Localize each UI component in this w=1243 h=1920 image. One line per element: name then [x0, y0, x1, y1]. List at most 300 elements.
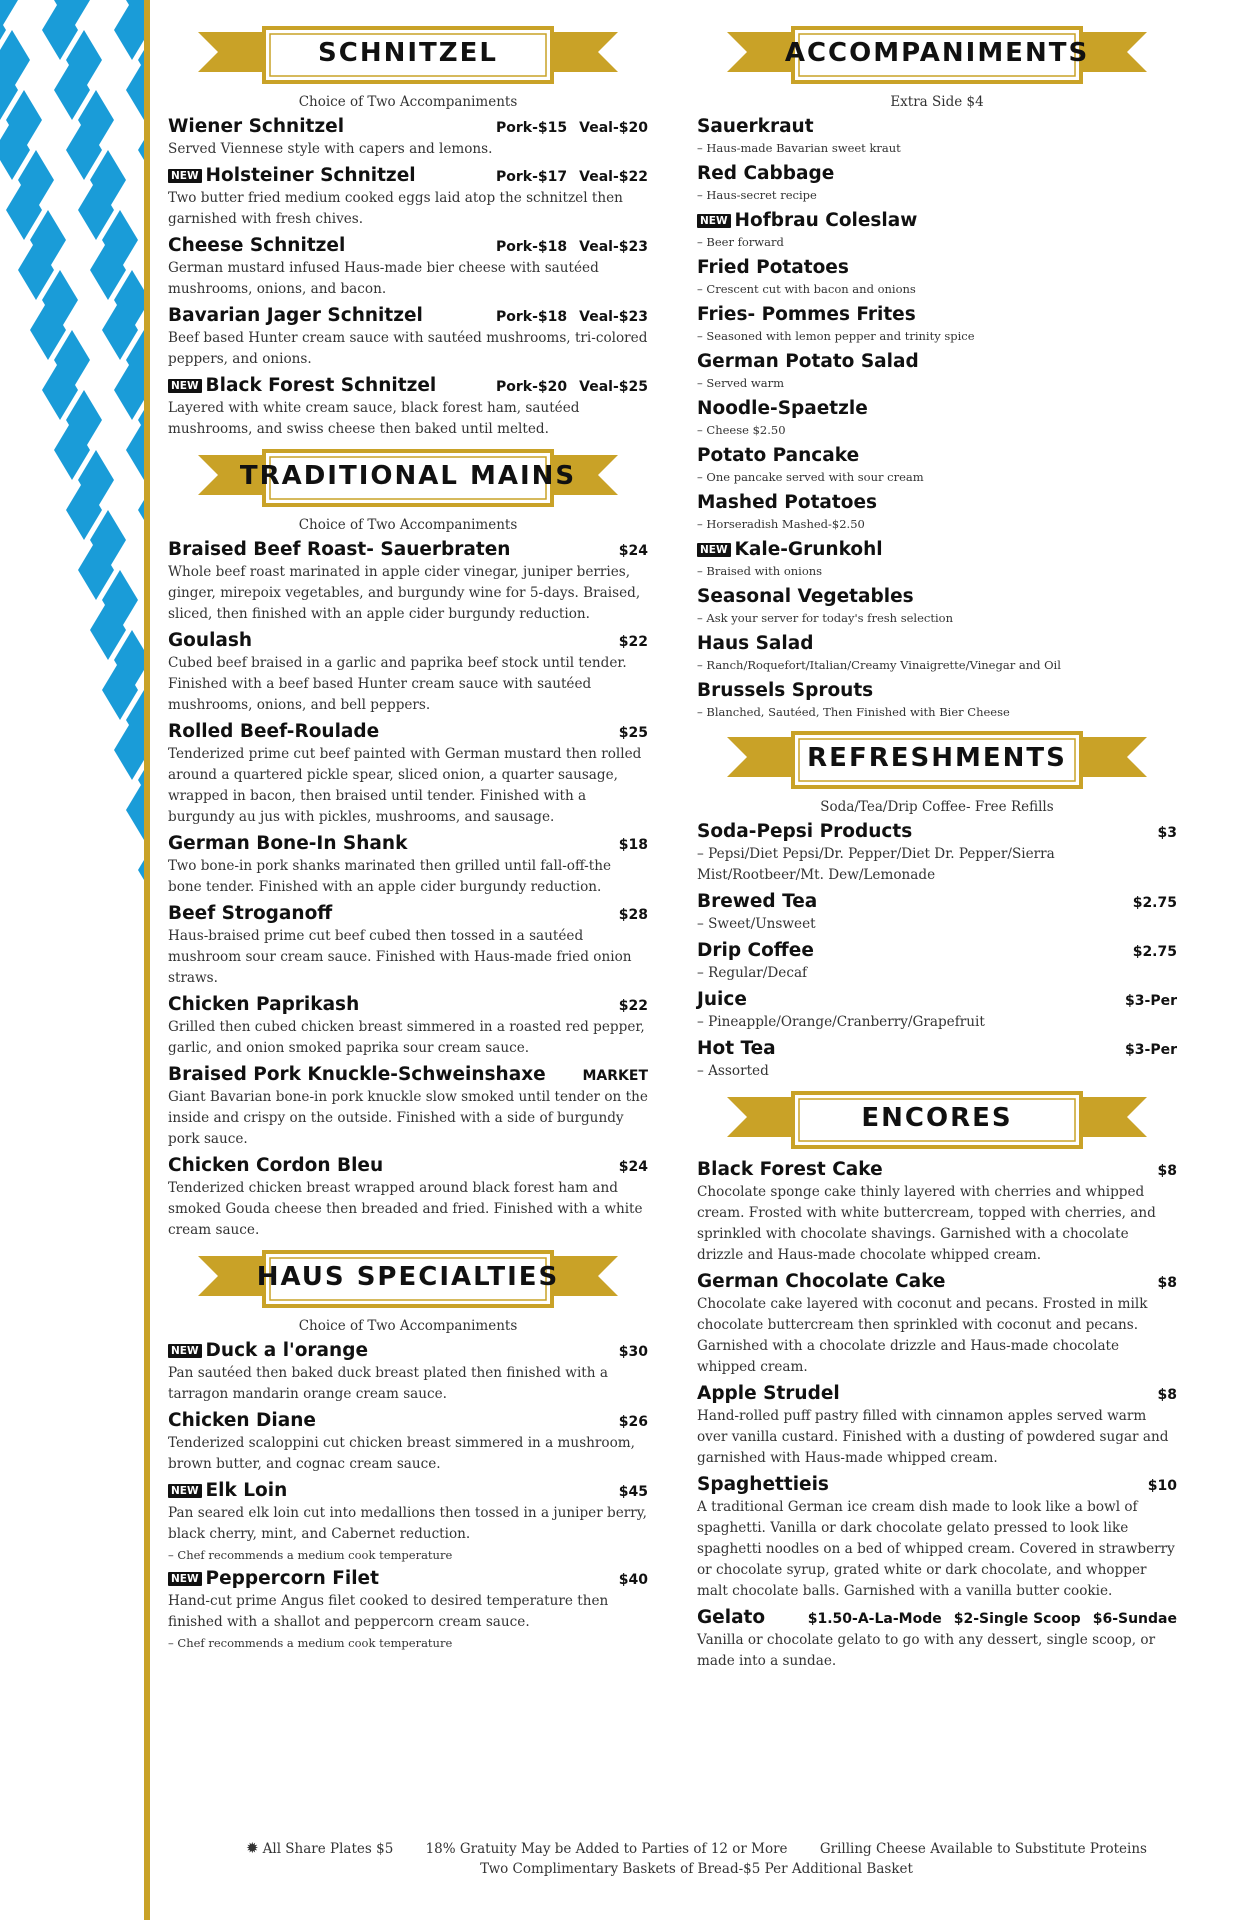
- item-description: – Pepsi/Diet Pepsi/Dr. Pepper/Diet Dr. Pepper/Sierra Mist/Rootbeer/Mt. Dew/Lemonade: [697, 846, 1055, 883]
- item-price: $24: [618, 543, 648, 559]
- item-name-text: Brussels Sprouts: [697, 680, 874, 701]
- item-name-text: Braised Pork Knuckle-Schweinshaxe: [168, 1064, 546, 1085]
- section-title: ACCOMPANIMENTS: [784, 38, 1090, 68]
- item-price: $3: [1157, 825, 1177, 841]
- item-name: [697, 1474, 1136, 1495]
- menu-item: [168, 1410, 648, 1475]
- item-description: Tenderized chicken breast wrapped around black forest ham and smoked Gouda cheese then breaded and fried. Finished with a white cream sauce.: [168, 1180, 643, 1238]
- pattern-diamond: [126, 780, 144, 840]
- item-header: [168, 539, 648, 560]
- item-price: $26: [618, 1414, 648, 1430]
- new-badge: NEW: [168, 1344, 202, 1358]
- item-header: [697, 1383, 1177, 1404]
- item-name-text: Hot Tea: [697, 1038, 776, 1059]
- item-name-text: Kale-Grunkohl: [734, 539, 883, 560]
- menu-item: [697, 989, 1177, 1033]
- item-name: [168, 1064, 570, 1085]
- section-title: HAUS SPECIALTIES: [256, 1262, 560, 1292]
- item-header: [168, 1340, 648, 1361]
- menu-item: [168, 903, 648, 989]
- menu-item: [168, 235, 648, 300]
- item-description: – Horseradish Mashed-$2.50: [697, 517, 865, 531]
- menu-item: [697, 163, 1177, 204]
- item-header: [168, 903, 648, 924]
- item-name: [168, 1410, 607, 1431]
- item-prices: [484, 309, 648, 325]
- item-header: [697, 492, 1177, 513]
- item-price: $25: [618, 725, 648, 741]
- footer-notes: [150, 1838, 1243, 1859]
- item-name-text: Seasonal Vegetables: [697, 586, 914, 607]
- item-header: [168, 1480, 648, 1501]
- new-badge: NEW: [697, 214, 731, 228]
- item-name: [697, 492, 1177, 513]
- item-name-text: Apple Strudel: [697, 1383, 840, 1404]
- item-name-text: Black Forest Cake: [697, 1159, 883, 1180]
- pattern-diamond: [126, 420, 144, 480]
- item-name-text: Mashed Potatoes: [697, 492, 878, 513]
- item-name-text: Braised Beef Roast- Sauerbraten: [168, 539, 511, 560]
- item-prices: [484, 169, 648, 185]
- item-name: [697, 1038, 1125, 1059]
- item-description: Tenderized prime cut beef painted with German mustard then rolled around a quartered pickle spear, sliced onion, a quarter sausage, wrapped in bacon, then braised until tender. Finished with a burgundy au jus with pickles, mushrooms, and sausage.: [168, 746, 642, 825]
- item-description: – Served warm: [697, 376, 785, 390]
- menu-item: [168, 630, 648, 716]
- item-name: [168, 1340, 607, 1361]
- item-header: [168, 721, 648, 742]
- item-name-text: Drip Coffee: [697, 940, 814, 961]
- item-price: $6-Sundae: [1092, 1611, 1177, 1627]
- item-price: $8: [1157, 1387, 1177, 1403]
- menu-item: [697, 821, 1177, 886]
- item-description: – Cheese $2.50: [697, 423, 786, 437]
- item-name: [697, 539, 1177, 560]
- item-name: [697, 210, 1177, 231]
- item-prices: [607, 1414, 648, 1430]
- menu-item: [697, 586, 1177, 627]
- item-name: [697, 1159, 1146, 1180]
- share-plates-note: ✹ All Share Plates $5: [246, 1839, 394, 1857]
- left-column: [168, 22, 648, 1656]
- item-header: [697, 1271, 1177, 1292]
- item-price: $22: [618, 634, 648, 650]
- item-name-text: Hofbrau Coleslaw: [734, 210, 918, 231]
- item-description: – Regular/Decaf: [697, 965, 808, 981]
- item-name: [697, 163, 1177, 184]
- item-price: $28: [618, 907, 648, 923]
- item-price: Veal-$23: [579, 309, 648, 325]
- section-note: Choice of Two Accompaniments: [298, 94, 518, 110]
- item-name-text: Noodle-Spaetzle: [697, 398, 868, 419]
- item-header: [168, 165, 648, 186]
- item-description: Chocolate sponge cake thinly layered with cherries and whipped cream. Frosted with white buttercream, topped with cherries, and sprinkled with chocolate shavings. Garnished with a chocolate drizzle and Haus-made chocolate whipped cream.: [697, 1184, 1156, 1263]
- item-description: Cubed beef braised in a garlic and paprika beef stock until tender. Finished with a beef based Hunter cream sauce with sautéed mushrooms, onions, and bell peppers.: [168, 655, 627, 713]
- section-title: REFRESHMENTS: [807, 743, 1067, 773]
- item-header: [168, 375, 648, 396]
- schnitzel-section: [168, 22, 648, 440]
- item-name: [168, 903, 607, 924]
- item-price: Veal-$25: [579, 379, 648, 395]
- menu-item: [697, 116, 1177, 157]
- item-prices: [570, 1068, 648, 1084]
- item-price: Veal-$23: [579, 239, 648, 255]
- item-description: – Ranch/Roquefort/Italian/Creamy Vinaigrette/Vinegar and Oil: [697, 658, 1061, 672]
- item-prices: [484, 379, 648, 395]
- menu-item: [697, 940, 1177, 984]
- item-header: [168, 1064, 648, 1085]
- item-name-text: Soda-Pepsi Products: [697, 821, 913, 842]
- section-banner: [697, 1087, 1177, 1155]
- item-name-text: Peppercorn Filet: [205, 1568, 379, 1589]
- item-name: [697, 1271, 1146, 1292]
- item-header: [697, 257, 1177, 278]
- menu-item: [697, 1474, 1177, 1602]
- item-price: $10: [1147, 1478, 1177, 1494]
- menu-item: [697, 304, 1177, 345]
- item-description: – Pineapple/Orange/Cranberry/Grapefruit: [697, 1014, 985, 1030]
- grilling-cheese-note: Grilling Cheese Available to Substitute Proteins: [819, 1841, 1147, 1857]
- section-banner: [168, 445, 648, 513]
- section-note: Choice of Two Accompaniments: [298, 517, 518, 533]
- item-description: German mustard infused Haus-made bier cheese with sautéed mushrooms, onions, and bacon.: [168, 260, 599, 297]
- item-header: [168, 116, 648, 137]
- item-header: [168, 994, 648, 1015]
- accompaniments-section: [697, 22, 1177, 721]
- item-description: Haus-braised prime cut beef cubed then tossed in a sautéed mushroom sour cream sauce. Finished with Haus-made fried onion straws.: [168, 928, 632, 986]
- item-name-text: Fried Potatoes: [697, 257, 849, 278]
- item-prices: [607, 1572, 648, 1588]
- item-header: [697, 351, 1177, 372]
- item-price: $3-Per: [1125, 1042, 1177, 1058]
- item-note: – Chef recommends a medium cook temperature: [168, 1636, 453, 1650]
- menu-item: [697, 680, 1177, 721]
- item-name: [697, 398, 1177, 419]
- item-name: [168, 116, 484, 137]
- item-header: [168, 1155, 648, 1176]
- item-price: Veal-$20: [579, 120, 648, 136]
- item-name: [697, 445, 1177, 466]
- item-header: [697, 210, 1177, 231]
- item-note: – Chef recommends a medium cook temperature: [168, 1548, 453, 1562]
- section-banner: [697, 22, 1177, 90]
- star-icon: ✹: [246, 1839, 259, 1857]
- item-header: [697, 940, 1177, 961]
- item-name: [697, 257, 1177, 278]
- item-prices: [1136, 1478, 1177, 1494]
- item-name: [697, 351, 1177, 372]
- item-header: [697, 989, 1177, 1010]
- item-prices: [607, 837, 648, 853]
- item-name-text: Chicken Diane: [168, 1410, 316, 1431]
- traditional-mains-section: [168, 445, 648, 1241]
- menu-item: [697, 633, 1177, 674]
- menu-item: [697, 1271, 1177, 1378]
- right-column: [697, 22, 1177, 1677]
- item-name-text: Fries- Pommes Frites: [697, 304, 916, 325]
- item-price: $18: [618, 837, 648, 853]
- item-price: $3-Per: [1125, 993, 1177, 1009]
- item-description: Whole beef roast marinated in apple cider vinegar, juniper berries, ginger, mirepoix vegetables, and burgundy wine for 5-days. Braised, sliced, then finished with an apple cider burgundy reduction.: [168, 564, 641, 622]
- item-name-text: Holsteiner Schnitzel: [205, 165, 416, 186]
- item-name-text: Duck a l'orange: [205, 1340, 368, 1361]
- item-prices: [607, 634, 648, 650]
- menu-item: [168, 994, 648, 1059]
- item-name-text: Bavarian Jager Schnitzel: [168, 305, 423, 326]
- item-header: [697, 1474, 1177, 1495]
- item-description: – One pancake served with sour cream: [697, 470, 924, 484]
- item-name: [697, 116, 1177, 137]
- section-banner: [168, 1246, 648, 1314]
- menu-item: [168, 375, 648, 440]
- item-description: – Beer forward: [697, 235, 784, 249]
- item-description: Chocolate cake layered with coconut and pecans. Frosted in milk chocolate buttercream then sprinkled with coconut and pecans. Garnished with a chocolate drizzle and Haus-made chocolate whipped cream.: [697, 1296, 1148, 1375]
- item-header: [697, 891, 1177, 912]
- item-description: Vanilla or chocolate gelato to go with any dessert, single scoop, or made into a sundae.: [697, 1632, 1156, 1669]
- item-name: [697, 891, 1133, 912]
- item-price: $30: [618, 1344, 648, 1360]
- menu-item: [697, 398, 1177, 439]
- menu-item: [168, 1155, 648, 1241]
- item-name-text: German Chocolate Cake: [697, 1271, 946, 1292]
- item-description: – Braised with onions: [697, 564, 823, 578]
- item-name-text: Beef Stroganoff: [168, 903, 333, 924]
- item-description: Served Viennese style with capers and lemons.: [168, 141, 493, 157]
- item-name: [697, 1607, 796, 1628]
- item-price: $8: [1157, 1275, 1177, 1291]
- item-prices: [607, 1484, 648, 1500]
- item-price: $22: [618, 998, 648, 1014]
- menu-item: [168, 833, 648, 898]
- menu-item: [697, 445, 1177, 486]
- item-header: [697, 1607, 1177, 1628]
- menu-item: [697, 1607, 1177, 1672]
- item-name-text: Haus Salad: [697, 633, 814, 654]
- item-header: [697, 821, 1177, 842]
- item-prices: [607, 1344, 648, 1360]
- menu-item: [697, 539, 1177, 580]
- item-header: [168, 833, 648, 854]
- menu-item: [697, 257, 1177, 298]
- item-description: Pan sautéed then baked duck breast plated then finished with a tarragon mandarin orange cream sauce.: [168, 1365, 608, 1402]
- item-name-text: Chicken Cordon Bleu: [168, 1155, 384, 1176]
- menu-item: [697, 1159, 1177, 1266]
- item-price: $45: [618, 1484, 648, 1500]
- menu-item: [168, 1568, 648, 1651]
- item-header: [697, 116, 1177, 137]
- item-header: [697, 680, 1177, 701]
- item-description: Beef based Hunter cream sauce with sautéed mushrooms, tri-colored peppers, and onions.: [168, 330, 648, 367]
- item-prices: [484, 120, 648, 136]
- item-price: Pork-$18: [496, 239, 568, 255]
- item-name-text: Elk Loin: [205, 1480, 288, 1501]
- item-description: – Crescent cut with bacon and onions: [697, 282, 916, 296]
- section-title: ENCORES: [861, 1103, 1013, 1133]
- encores-section: [697, 1087, 1177, 1672]
- gold-divider-rule: [144, 0, 150, 1920]
- item-name-text: Wiener Schnitzel: [168, 116, 345, 137]
- section-title: TRADITIONAL MAINS: [239, 461, 577, 491]
- item-prices: [607, 907, 648, 923]
- item-header: [168, 305, 648, 326]
- menu-item: [168, 1064, 648, 1150]
- item-price: $2-Single Scoop: [953, 1611, 1081, 1627]
- menu-item: [168, 1340, 648, 1405]
- new-badge: NEW: [168, 1572, 202, 1586]
- item-description: Hand-rolled puff pastry filled with cinnamon apples served warm over vanilla custard. Finished with a dusting of powdered sugar and garnished with Haus-made whipped cream.: [697, 1408, 1169, 1466]
- menu-item: [697, 210, 1177, 251]
- item-header: [697, 633, 1177, 654]
- item-prices: [607, 725, 648, 741]
- item-name-text: Rolled Beef-Roulade: [168, 721, 380, 742]
- item-header: [697, 398, 1177, 419]
- item-prices: [1146, 1387, 1177, 1403]
- item-name-text: Potato Pancake: [697, 445, 860, 466]
- item-name-text: Black Forest Schnitzel: [205, 375, 437, 396]
- item-name: [168, 165, 484, 186]
- item-price: Pork-$15: [496, 120, 568, 136]
- menu-item: [697, 351, 1177, 392]
- item-description: – Haus-made Bavarian sweet kraut: [697, 141, 901, 155]
- item-name: [168, 375, 484, 396]
- item-header: [168, 235, 648, 256]
- item-prices: [1146, 1163, 1177, 1179]
- item-price: $40: [618, 1572, 648, 1588]
- item-description: Pan seared elk loin cut into medallions then tossed in a juniper berry, black cherry, mint, and Cabernet reduction.: [168, 1505, 647, 1542]
- item-price: $2.75: [1132, 895, 1177, 911]
- item-price: $8: [1157, 1163, 1177, 1179]
- item-price: $2.75: [1132, 944, 1177, 960]
- menu-item: [697, 1038, 1177, 1082]
- item-description: A traditional German ice cream dish made to look like a bowl of spaghetti. Vanilla or dark chocolate gelato pressed to look like spaghetti noodles on a bed of whipped cream. Covered in strawberry or chocolate syrup, grated white or dark chocolate, and whopper malt chocolate balls. Garnished with a vanilla butter cookie.: [697, 1499, 1175, 1599]
- new-badge: NEW: [168, 379, 202, 393]
- menu-item: [697, 492, 1177, 533]
- item-header: [697, 163, 1177, 184]
- item-price: MARKET: [582, 1068, 648, 1084]
- section-note: Soda/Tea/Drip Coffee- Free Refills: [820, 799, 1054, 815]
- item-description: Layered with white cream sauce, black forest ham, sautéed mushrooms, and swiss cheese then baked until melted.: [168, 400, 580, 437]
- item-name-text: Gelato: [697, 1607, 766, 1628]
- new-badge: NEW: [168, 1484, 202, 1498]
- item-name-text: Cheese Schnitzel: [168, 235, 346, 256]
- menu-item: [168, 539, 648, 625]
- section-note: Choice of Two Accompaniments: [298, 1318, 518, 1334]
- item-name: [168, 1568, 607, 1589]
- gratuity-note: 18% Gratuity May be Added to Parties of 12 or More: [425, 1841, 788, 1857]
- item-name: [168, 539, 607, 560]
- item-name: [168, 994, 607, 1015]
- item-header: [168, 630, 648, 651]
- item-description: – Sweet/Unsweet: [697, 916, 816, 932]
- haus-specialties-section: [168, 1246, 648, 1651]
- item-header: [168, 1410, 648, 1431]
- new-badge: NEW: [697, 543, 731, 557]
- item-description: – Assorted: [697, 1063, 769, 1079]
- item-name: [168, 305, 484, 326]
- item-name-text: Spaghettieis: [697, 1474, 829, 1495]
- item-prices: [607, 543, 648, 559]
- item-name: [168, 1155, 607, 1176]
- pattern-diamond: [126, 60, 144, 120]
- footer: [150, 1838, 1243, 1879]
- item-header: [168, 1568, 648, 1589]
- item-name-text: Brewed Tea: [697, 891, 818, 912]
- item-name-text: Sauerkraut: [697, 116, 814, 137]
- item-header: [697, 445, 1177, 466]
- item-name: [697, 586, 1177, 607]
- item-prices: [484, 239, 648, 255]
- item-name: [697, 304, 1177, 325]
- item-price: Pork-$17: [496, 169, 568, 185]
- menu-item: [697, 1383, 1177, 1469]
- item-header: [697, 1159, 1177, 1180]
- item-description: Tenderized scaloppini cut chicken breast simmered in a mushroom, brown butter, and cognac cream sauce.: [168, 1435, 635, 1472]
- new-badge: NEW: [168, 169, 202, 183]
- item-prices: [1146, 1275, 1177, 1291]
- item-header: [697, 1038, 1177, 1059]
- item-price: Pork-$20: [496, 379, 568, 395]
- item-name-text: Red Cabbage: [697, 163, 835, 184]
- item-name-text: German Bone-In Shank: [168, 833, 408, 854]
- item-description: Two butter fried medium cooked eggs laid atop the schnitzel then garnished with fresh chives.: [168, 190, 623, 227]
- item-name: [168, 721, 607, 742]
- item-description: – Blanched, Sautéed, Then Finished with Bier Cheese: [697, 705, 1010, 719]
- item-price: $1.50-A-La-Mode: [807, 1611, 942, 1627]
- item-description: – Ask your server for today's fresh selection: [697, 611, 953, 625]
- menu-item: [168, 305, 648, 370]
- item-header: [697, 586, 1177, 607]
- item-description: Grilled then cubed chicken breast simmered in a roasted red pepper, garlic, and onion smoked paprika sour cream sauce.: [168, 1019, 645, 1056]
- refreshments-section: [697, 727, 1177, 1082]
- item-name: [697, 680, 1177, 701]
- item-description: – Seasoned with lemon pepper and trinity spice: [697, 329, 975, 343]
- item-name: [697, 989, 1125, 1010]
- item-name: [697, 821, 1158, 842]
- item-name: [168, 833, 607, 854]
- item-price: Veal-$22: [579, 169, 648, 185]
- menu-item: [168, 1480, 648, 1563]
- item-description: Giant Bavarian bone-in pork knuckle slow smoked until tender on the inside and crispy on the outside. Finished with a side of burgundy pork sauce.: [168, 1089, 648, 1147]
- item-name: [168, 235, 484, 256]
- item-name-text: German Potato Salad: [697, 351, 919, 372]
- item-price: Pork-$18: [496, 309, 568, 325]
- section-note: Extra Side $4: [890, 94, 984, 110]
- section-banner: [697, 727, 1177, 795]
- bavarian-pattern-strip: [0, 0, 144, 1920]
- menu-item: [168, 116, 648, 160]
- item-name-text: Juice: [697, 989, 747, 1010]
- bread-note: Two Complimentary Baskets of Bread-$5 Per Additional Basket: [480, 1861, 913, 1877]
- item-name: [697, 1383, 1146, 1404]
- item-name: [168, 1480, 607, 1501]
- menu-item: [168, 721, 648, 828]
- menu-item: [697, 891, 1177, 935]
- item-name-text: Goulash: [168, 630, 253, 651]
- item-name: [697, 940, 1133, 961]
- item-name-text: Chicken Paprikash: [168, 994, 360, 1015]
- item-header: [697, 539, 1177, 560]
- item-prices: [607, 998, 648, 1014]
- menu-item: [168, 165, 648, 230]
- item-description: Two bone-in pork shanks marinated then grilled until fall-off-the bone tender. Finished with an apple cider burgundy reduction.: [168, 858, 611, 895]
- item-description: Hand-cut prime Angus filet cooked to desired temperature then finished with a shallot and peppercorn cream sauce.: [168, 1593, 609, 1630]
- section-title: SCHNITZEL: [318, 38, 498, 68]
- item-prices: [607, 1159, 648, 1175]
- item-description: – Haus-secret recipe: [697, 188, 817, 202]
- item-name: [168, 630, 607, 651]
- item-name: [697, 633, 1177, 654]
- section-banner: [168, 22, 648, 90]
- item-price: $24: [618, 1159, 648, 1175]
